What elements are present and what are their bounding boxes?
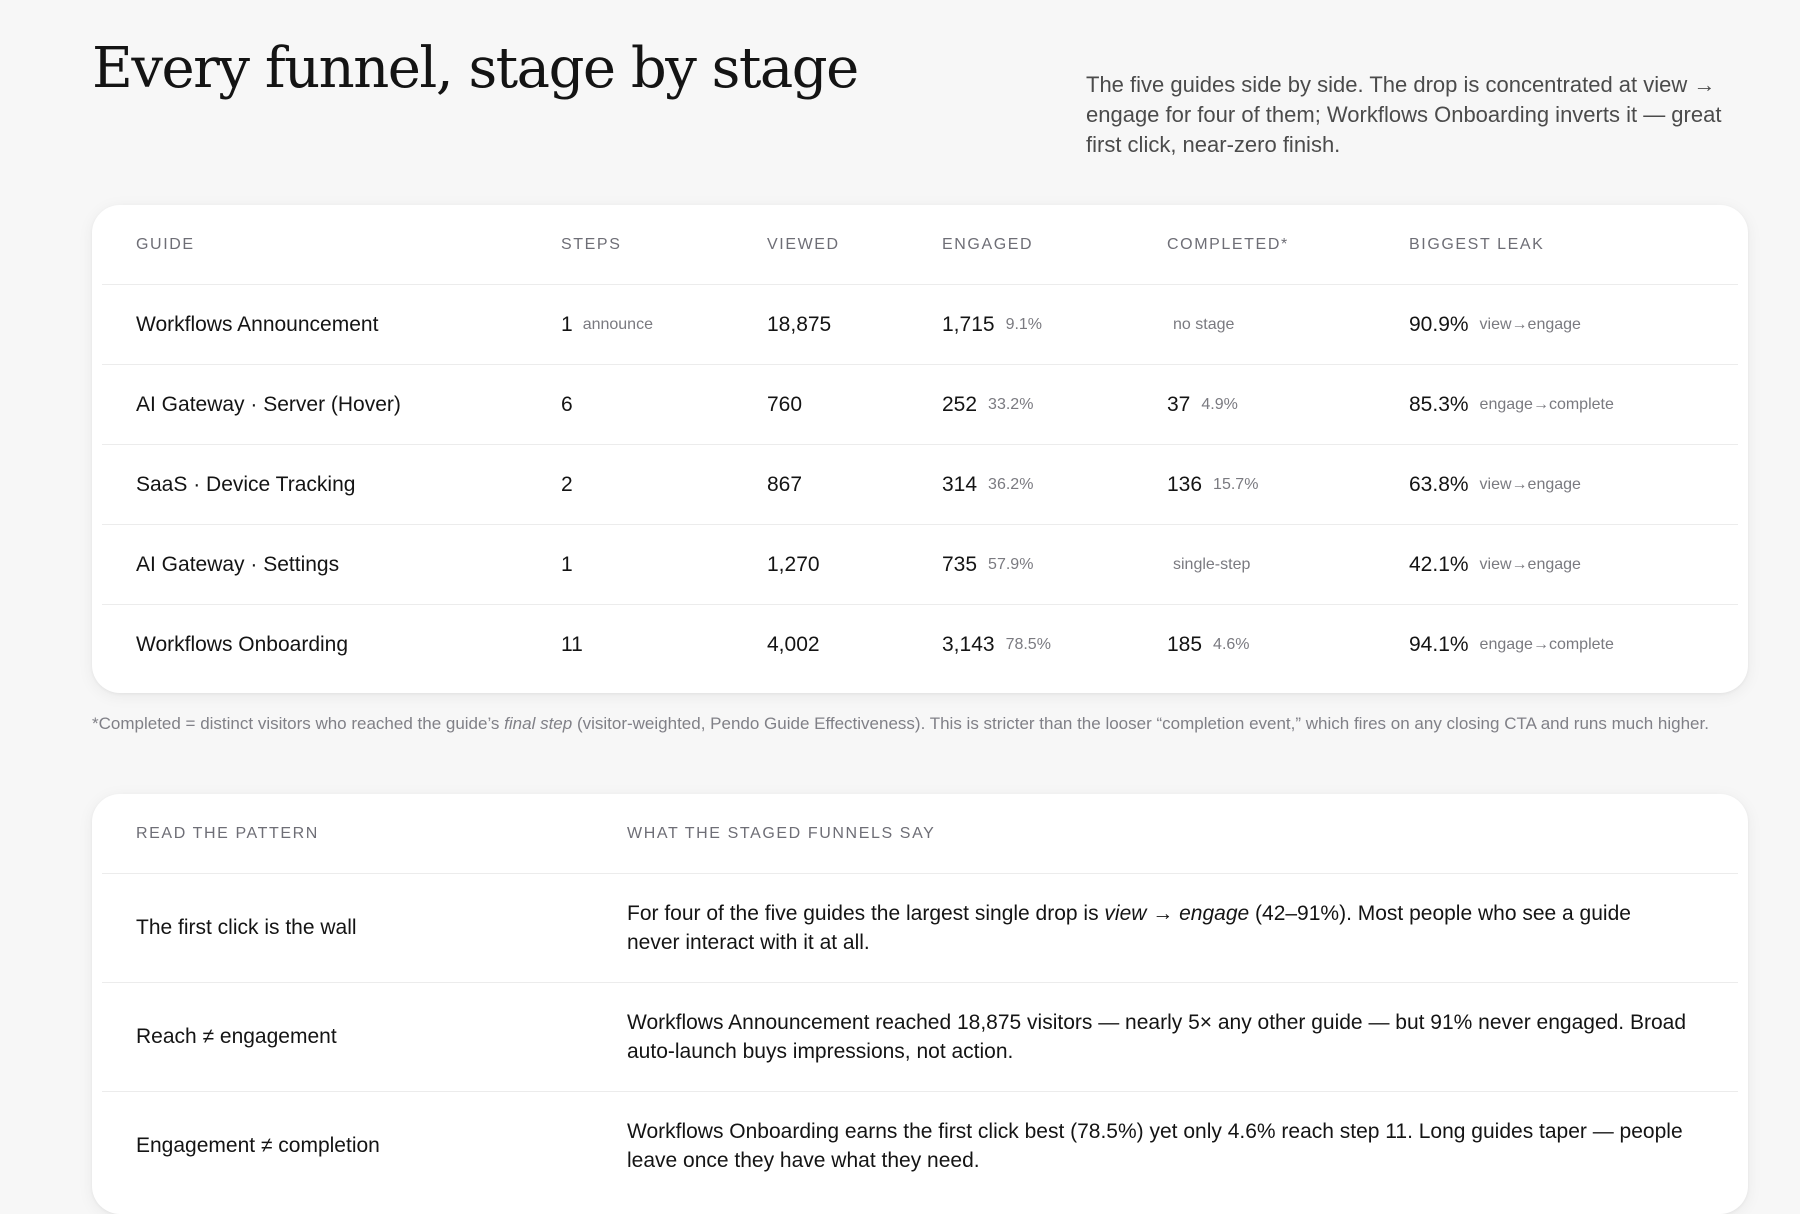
leak-cell [1409, 525, 1581, 604]
table-row [102, 525, 1738, 605]
completed-cell [1167, 365, 1238, 444]
engaged-value: 735 [942, 552, 978, 576]
leak-value: 85.3% [1409, 392, 1469, 416]
pattern-finding [627, 874, 1687, 982]
completed-cell [1167, 445, 1258, 524]
leak-cell [1409, 605, 1614, 684]
col-header-viewed: VIEWED [767, 235, 840, 253]
pattern-finding [627, 983, 1687, 1091]
viewed-value: 4,002 [767, 632, 820, 656]
engaged-value: 314 [942, 472, 978, 496]
steps-value: 2 [561, 472, 573, 496]
engaged-value: 252 [942, 392, 978, 416]
footnote [92, 712, 1752, 736]
table-row [102, 365, 1738, 445]
completed-cell [1167, 605, 1250, 684]
table-row [102, 874, 1738, 983]
leak-value: 90.9% [1409, 312, 1469, 336]
table-row [102, 605, 1738, 684]
pattern-label: Engagement ≠ completion [136, 1134, 380, 1157]
engaged-percent: 57.9% [988, 555, 1034, 573]
table-row [102, 1092, 1738, 1200]
engaged-cell [942, 285, 1042, 364]
leak-value: 63.8% [1409, 472, 1469, 496]
engaged-cell [942, 605, 1051, 684]
guide-name: SaaS · Device Tracking [136, 472, 356, 496]
completed-value: 136 [1167, 472, 1203, 496]
leak-stage: view→engage [1479, 555, 1581, 573]
pattern-label: Reach ≠ engagement [136, 1025, 337, 1048]
page-title: Every funnel, stage by stage [92, 36, 858, 101]
footnote-text: *Completed = distinct visitors who reached the guide’s [92, 714, 505, 733]
pattern-table-header [102, 794, 1738, 874]
leak-cell [1409, 365, 1614, 444]
finding-text: For four of the five guides the largest single drop is [627, 902, 1105, 925]
col-header-engaged: ENGAGED [942, 235, 1034, 253]
guide-name: AI Gateway · Settings [136, 552, 340, 576]
completed-note: no stage [1173, 315, 1235, 333]
pattern-finding [627, 1092, 1687, 1200]
engaged-value: 1,715 [942, 312, 995, 336]
col-header-biggest-leak: BIGGEST LEAK [1409, 235, 1545, 253]
steps-note: announce [582, 315, 653, 333]
pattern-label: The first click is the wall [136, 916, 357, 939]
leak-stage: view→engage [1479, 315, 1581, 333]
pattern-table-card [92, 794, 1748, 1214]
engaged-percent: 36.2% [988, 475, 1034, 493]
guide-name: Workflows Announcement [136, 312, 379, 336]
steps-value: 6 [561, 392, 573, 416]
completed-percent: 4.6% [1213, 635, 1250, 653]
page-intro: The five guides side by side. The drop is concentrated at view → engage for four of them; Workflows Onboarding inverts it — great first click, near-zero finish. [1086, 72, 1722, 157]
col-header-finding: WHAT THE STAGED FUNNELS SAY [627, 824, 936, 842]
completed-value: 37 [1167, 392, 1191, 416]
leak-cell [1409, 445, 1581, 524]
engaged-percent: 9.1% [1005, 315, 1043, 333]
engaged-cell [942, 525, 1033, 604]
col-header-pattern: READ THE PATTERN [136, 824, 319, 842]
engaged-percent: 78.5% [1005, 635, 1051, 653]
engaged-value: 3,143 [942, 632, 995, 656]
footnote-text-end: (visitor-weighted, Pendo Guide Effectiveness). This is stricter than the looser “completion event,” which fires on any closing CTA and runs much higher. [572, 714, 1709, 733]
table-row [102, 285, 1738, 365]
guide-name: Workflows Onboarding [136, 632, 349, 656]
guide-name: AI Gateway · Server (Hover) [136, 392, 401, 416]
table-row [102, 445, 1738, 525]
col-header-completed: COMPLETED* [1167, 235, 1289, 253]
viewed-value: 1,270 [767, 552, 820, 576]
completed-percent: 15.7% [1213, 475, 1259, 493]
finding-text-end: (42–91%). Most people who see a guide never interact with it at all. [627, 902, 1631, 954]
leak-stage: view→engage [1479, 475, 1581, 493]
leak-value: 42.1% [1409, 552, 1469, 576]
steps-value: 11 [561, 632, 583, 656]
completed-value: 185 [1167, 632, 1203, 656]
engaged-percent: 33.2% [988, 395, 1034, 413]
leak-stage: engage→complete [1479, 395, 1614, 413]
completed-cell [1167, 285, 1234, 364]
finding-text: Workflows Onboarding earns the first click best (78.5%) yet only 4.6% reach step 11. Long guides taper — people leave once they have what they need. [627, 1120, 1683, 1172]
finding-emphasis: view → engage [1104, 902, 1250, 925]
steps-value: 1 [561, 312, 573, 336]
engaged-cell [942, 365, 1033, 444]
funnel-table-card [92, 205, 1748, 693]
col-header-steps: STEPS [561, 235, 622, 253]
leak-stage: engage→complete [1479, 635, 1614, 653]
completed-note: single-step [1173, 555, 1251, 573]
table-row [102, 983, 1738, 1092]
viewed-value: 18,875 [767, 312, 832, 336]
viewed-value: 760 [767, 392, 803, 416]
engaged-cell [942, 445, 1033, 524]
footnote-emphasis: final step [504, 714, 573, 733]
viewed-value: 867 [767, 472, 803, 496]
steps-value: 1 [561, 552, 573, 576]
finding-text: Workflows Announcement reached 18,875 visitors — nearly 5× any other guide — but 91% never engaged. Broad auto-launch buys impressions, not action. [627, 1011, 1687, 1063]
col-header-guide: GUIDE [136, 235, 195, 253]
completed-cell [1167, 525, 1250, 604]
completed-percent: 4.9% [1201, 395, 1238, 413]
leak-value: 94.1% [1409, 632, 1469, 656]
steps-cell [561, 285, 653, 364]
funnel-table-header [102, 205, 1738, 285]
leak-cell [1409, 285, 1581, 364]
